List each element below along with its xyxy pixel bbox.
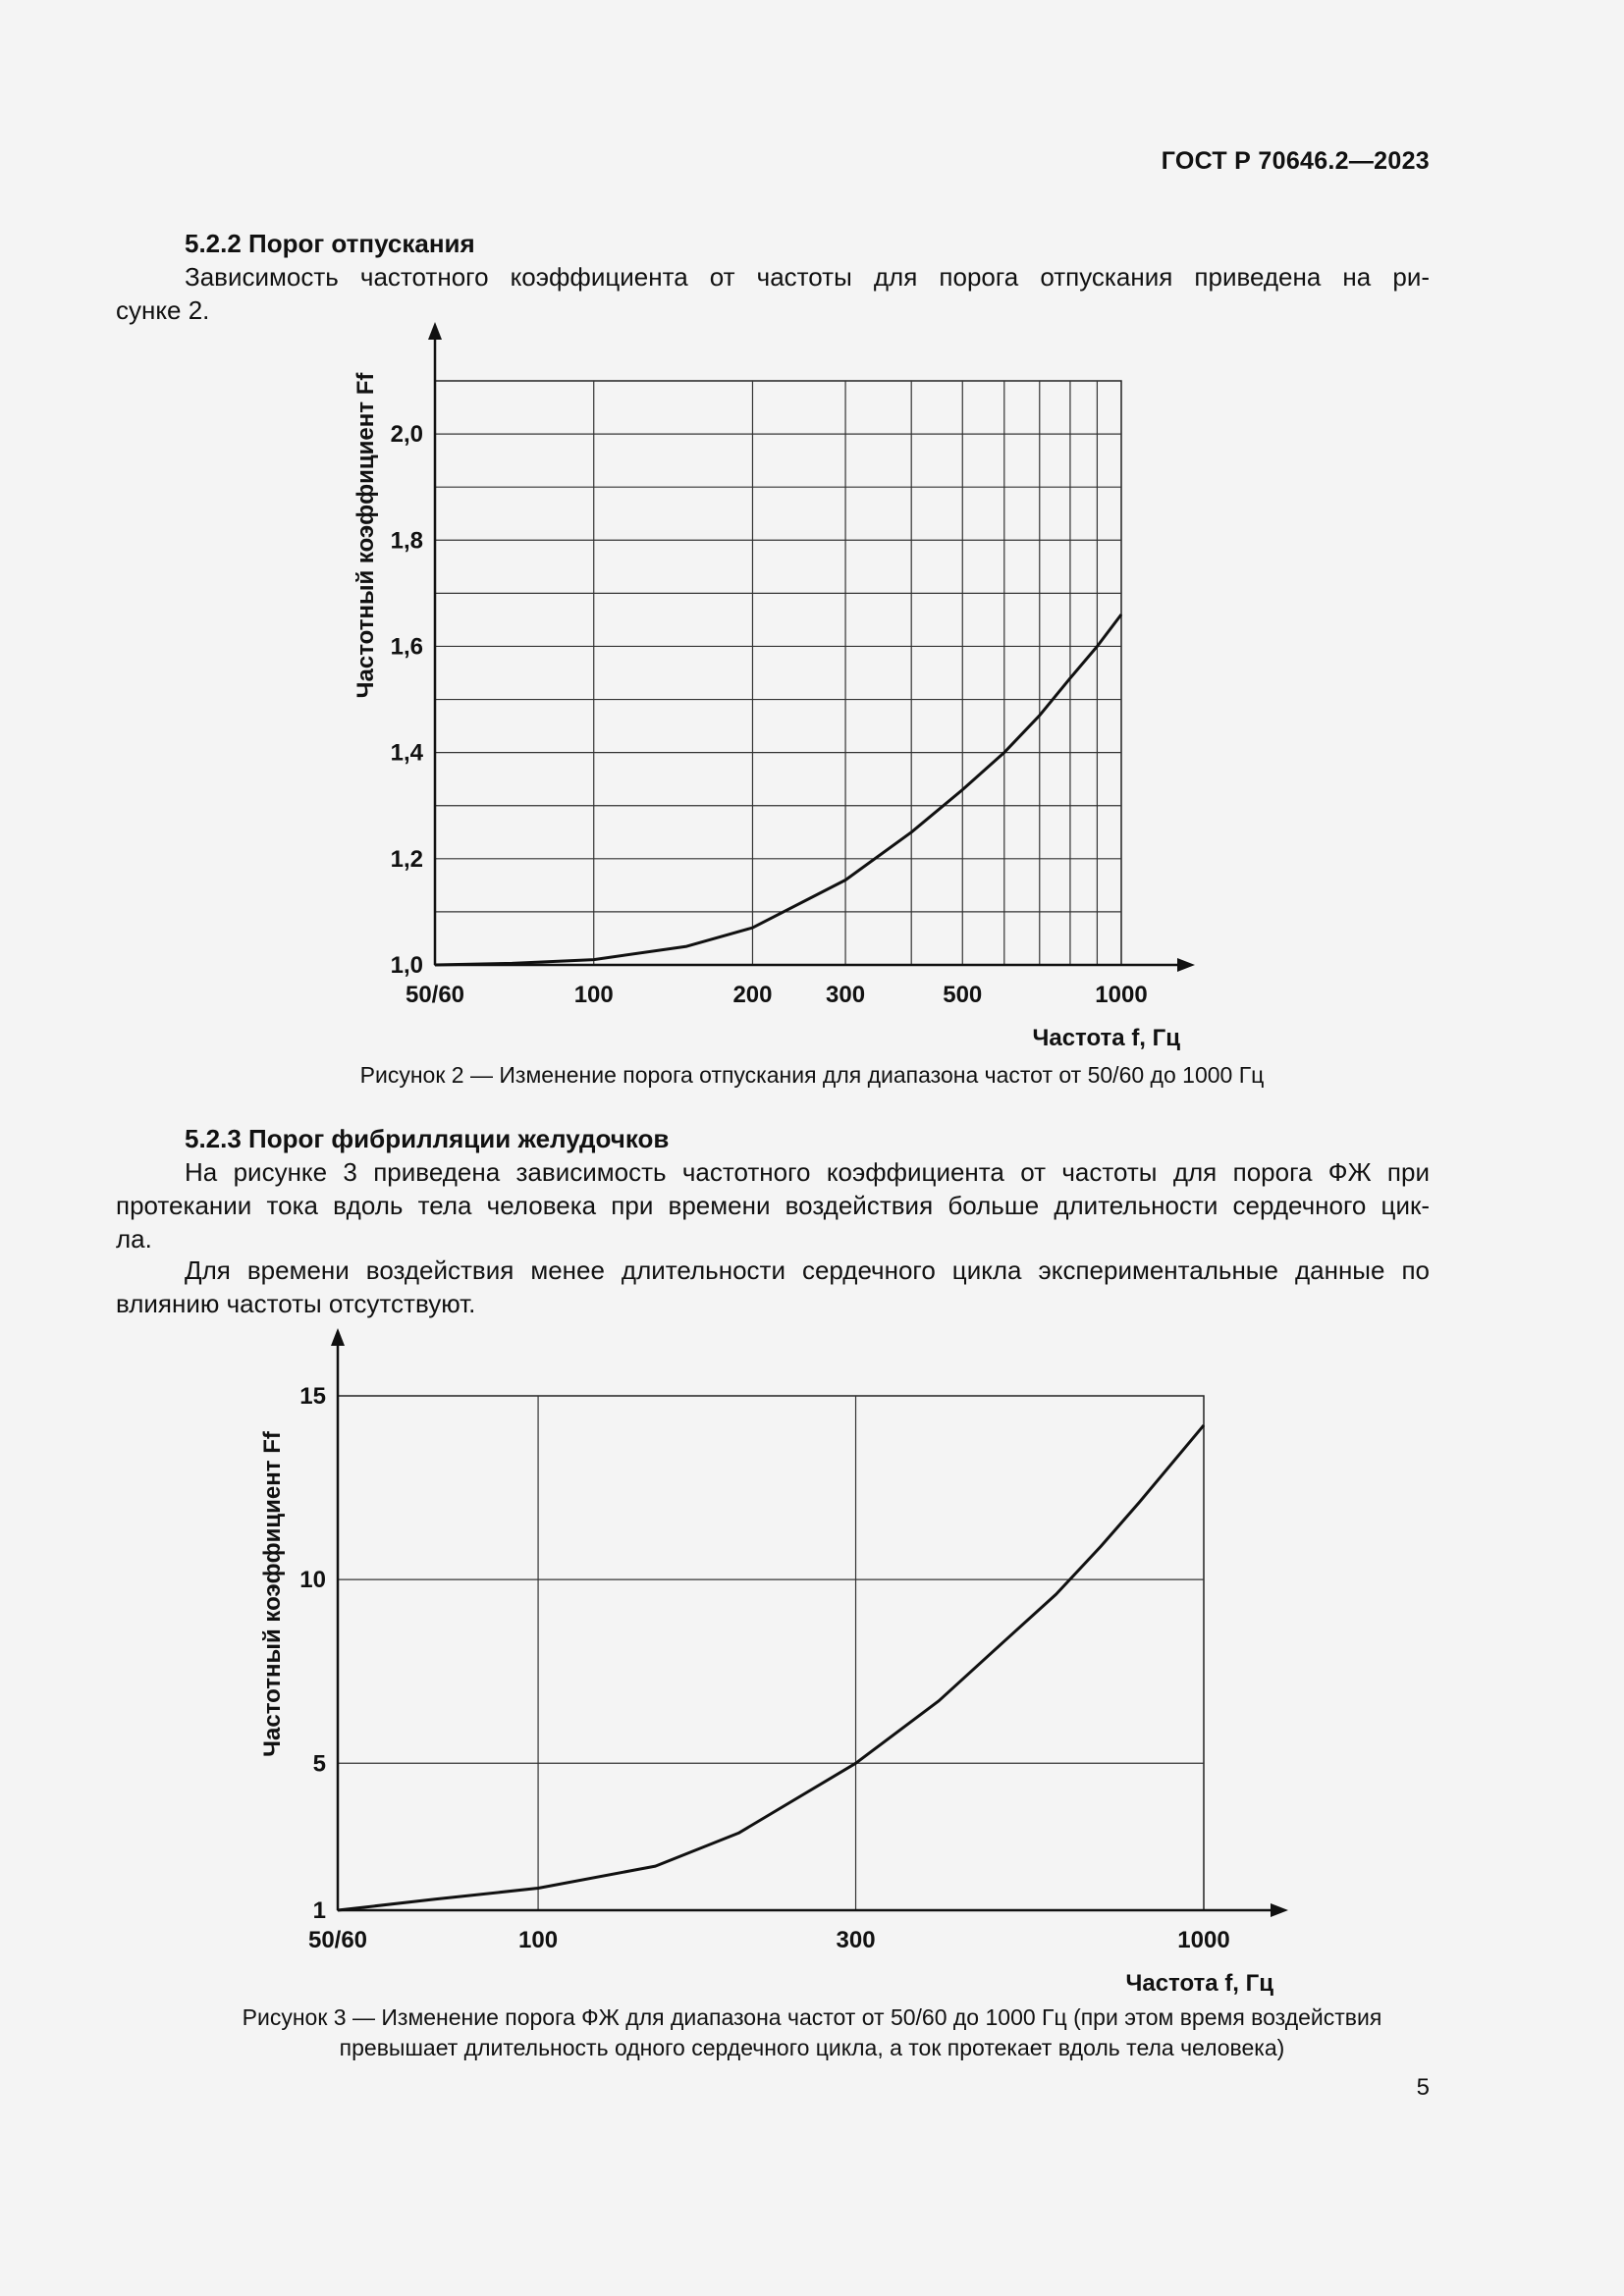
x-axis-label: Частота f, Гц <box>1032 1025 1180 1051</box>
section-523-line-4: Для времени воздействия менее длительности сердечного цикла экспериментальные данные по <box>185 1255 1430 1285</box>
data-point <box>1139 1502 1140 1503</box>
figure-3-caption-line-2: превышает длительность одного сердечного цикла, а ток протекает вдоль тела человека) <box>339 2035 1285 2060</box>
section-523-line-2: протекании тока вдоль тела человека при времени воздействия больше длительности сердечного цик- <box>116 1191 1430 1220</box>
y-tick-label: 15 <box>299 1383 326 1410</box>
data-curve <box>338 1425 1204 1910</box>
data-point <box>338 1910 339 1911</box>
figure-2-caption: Рисунок 2 — Изменение порога отпускания для диапазона частот от 50/60 до 1000 Гц <box>359 1062 1265 1088</box>
y-tick-label: 1,4 <box>390 739 423 767</box>
x-tick-label: 100 <box>518 1927 559 1953</box>
x-tick-label: 500 <box>943 982 983 1008</box>
x-tick-label: 100 <box>573 982 614 1008</box>
x-tick-label: 300 <box>826 982 866 1008</box>
section-522-line-1: Зависимость частотного коэффициента от частоты для порога отпускания приведена на ри- <box>185 262 1430 292</box>
data-point <box>435 1898 436 1899</box>
x-axis-arrow <box>1271 1903 1288 1917</box>
plot-frame <box>338 1396 1204 1910</box>
standard-header: ГОСТ Р 70646.2—2023 <box>1161 147 1430 175</box>
x-tick-label: 1000 <box>1095 982 1148 1008</box>
x-tick-label: 1000 <box>1177 1927 1230 1953</box>
section-522-line-2: сунке 2. <box>116 295 210 325</box>
x-tick-label: 50/60 <box>307 1927 368 1953</box>
y-tick-label: 1,2 <box>390 845 423 873</box>
y-axis-label: Частотный коэффициент Ff <box>259 1431 286 1757</box>
x-tick-label: 200 <box>732 982 773 1008</box>
data-point <box>939 1700 940 1701</box>
y-tick-label: 2,0 <box>390 421 423 449</box>
y-tick-label: 1,8 <box>390 527 423 555</box>
figure-3-caption-line-1: Рисунок 3 — Изменение порога ФЖ для диапазона частот от 50/60 до 1000 Гц (при этом время воздействия <box>242 2004 1382 2030</box>
section-523-line-5: влиянию частоты отсутствуют. <box>116 1289 476 1318</box>
y-tick-label: 10 <box>299 1567 326 1594</box>
y-tick-label: 1,6 <box>390 633 423 661</box>
figure-3-caption <box>0 2002 1624 2063</box>
section-523-line-3: ла. <box>116 1224 152 1254</box>
data-point <box>538 1888 539 1889</box>
section-522-title: 5.2.2 Порог отпускания <box>185 229 475 258</box>
data-point <box>1204 1424 1205 1425</box>
y-axis-label: Частотный коэффициент Ff <box>352 372 379 699</box>
data-point <box>655 1866 656 1867</box>
data-point <box>738 1833 739 1834</box>
x-axis-label: Частота f, Гц <box>1125 1970 1273 1997</box>
y-tick-label: 1 <box>312 1897 326 1924</box>
data-point <box>1100 1546 1101 1547</box>
x-tick-label: 300 <box>836 1927 876 1953</box>
data-point <box>855 1763 856 1764</box>
page-number: 5 <box>1416 2074 1430 2101</box>
y-tick-label: 5 <box>312 1750 326 1778</box>
y-axis-arrow <box>331 1328 345 1346</box>
section-523-title: 5.2.3 Порог фибрилляции желудочков <box>185 1124 670 1153</box>
data-point <box>1002 1641 1003 1642</box>
y-tick-label: 1,0 <box>390 952 423 979</box>
section-523-line-1: На рисунке 3 приведена зависимость частотного коэффициента от частоты для порога ФЖ при <box>185 1157 1430 1187</box>
x-tick-label: 50/60 <box>405 982 465 1008</box>
